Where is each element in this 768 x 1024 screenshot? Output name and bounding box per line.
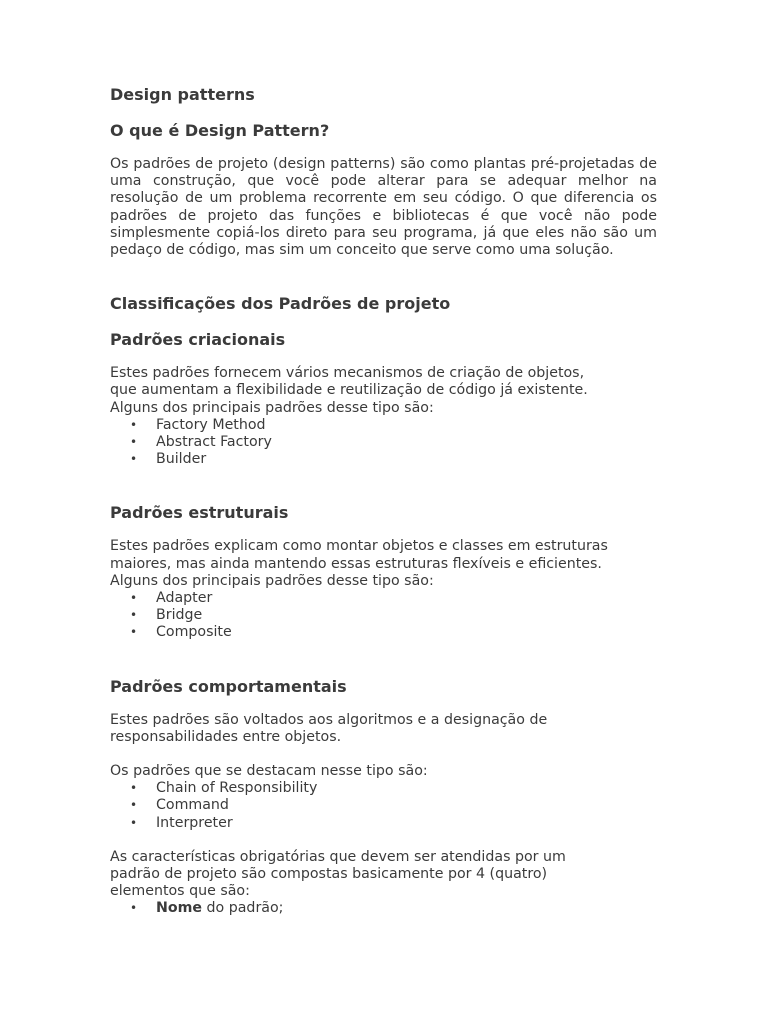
requirements-line-3: elementos que são: — [110, 883, 250, 900]
intro-heading: O que é Design Pattern? — [110, 121, 330, 140]
bullet-icon: • — [130, 452, 138, 467]
requirements-line-1: As características obrigatórias que devem ser atendidas por um — [110, 848, 566, 865]
list-item — [110, 434, 657, 451]
list-item — [110, 815, 657, 832]
bullet-icon: • — [130, 435, 138, 450]
requirements-line-2: padrão de projeto são compostas basicamente por 4 (quatro) — [110, 866, 548, 883]
document-title: Design patterns — [110, 85, 255, 104]
structural-list — [110, 590, 657, 642]
bullet-icon: • — [130, 815, 138, 830]
list-item-label: Command — [156, 797, 229, 814]
behavioral-heading: Padrões comportamentais — [110, 676, 347, 696]
bullet-icon: • — [130, 781, 138, 796]
list-item — [110, 780, 657, 797]
creational-line-2: que aumentam a flexibilidade e reutilização de código já existente. — [110, 382, 588, 399]
list-item — [110, 451, 657, 468]
creational-list — [110, 417, 657, 469]
behavioral-list — [110, 780, 657, 832]
list-item-label: Composite — [156, 624, 232, 641]
bullet-icon: • — [130, 798, 138, 813]
bullet-icon: • — [130, 591, 138, 606]
structural-line-1: Estes padrões explicam como montar objetos e classes em estruturas — [110, 538, 608, 555]
behavioral-line-1: Estes padrões são voltados aos algoritmos e a designação de — [110, 711, 548, 728]
list-item-label: Factory Method — [156, 416, 266, 433]
list-item-label: Abstract Factory — [156, 434, 272, 451]
list-item — [110, 900, 657, 917]
list-item — [110, 590, 657, 607]
intro-paragraph: Os padrões de projeto (design patterns) são como plantas pré-projetadas de uma construção, que você pode alterar para se adequar melhor na resolução de um problema recorrente em seu código. O que diferencia os padrões de projeto das funções e bibliotecas é que você não pode simplesmente copiá-los direto para seu programa, já que eles não são um pedaço de código, mas sim um conceito que serve como uma solução. — [110, 156, 657, 259]
behavioral-line-2: responsabilidades entre objetos. — [110, 728, 342, 745]
bullet-icon: • — [130, 625, 138, 640]
list-item — [110, 797, 657, 814]
list-item-label: Adapter — [156, 590, 213, 607]
list-item-label: Bridge — [156, 607, 203, 624]
classification-heading: Classificações dos Padrões de projeto — [110, 294, 451, 314]
list-item-label: Interpreter — [156, 814, 233, 831]
element-name-rest: do padrão; — [202, 900, 284, 917]
creational-heading: Padrões criacionais — [110, 330, 286, 350]
bullet-icon: • — [130, 901, 138, 916]
list-item — [110, 607, 657, 624]
structural-heading: Padrões estruturais — [110, 503, 289, 523]
list-item-label: Chain of Responsibility — [156, 780, 318, 797]
structural-line-3: Alguns dos principais padrões desse tipo são: — [110, 572, 434, 589]
element-name-bold: Nome — [156, 900, 203, 917]
requirements-list — [110, 900, 657, 917]
document-page — [110, 84, 657, 918]
creational-line-3: Alguns dos principais padrões desse tipo são: — [110, 399, 434, 416]
structural-line-2: maiores, mas ainda mantendo essas estruturas flexíveis e eficientes. — [110, 555, 602, 572]
behavioral-intro: Os padrões que se destacam nesse tipo são: — [110, 763, 428, 780]
bullet-icon: • — [130, 608, 138, 623]
list-item — [110, 417, 657, 434]
list-item-label: Builder — [156, 451, 207, 468]
list-item — [110, 624, 657, 641]
bullet-icon: • — [130, 417, 138, 432]
creational-line-1: Estes padrões fornecem vários mecanismos de criação de objetos, — [110, 365, 585, 382]
